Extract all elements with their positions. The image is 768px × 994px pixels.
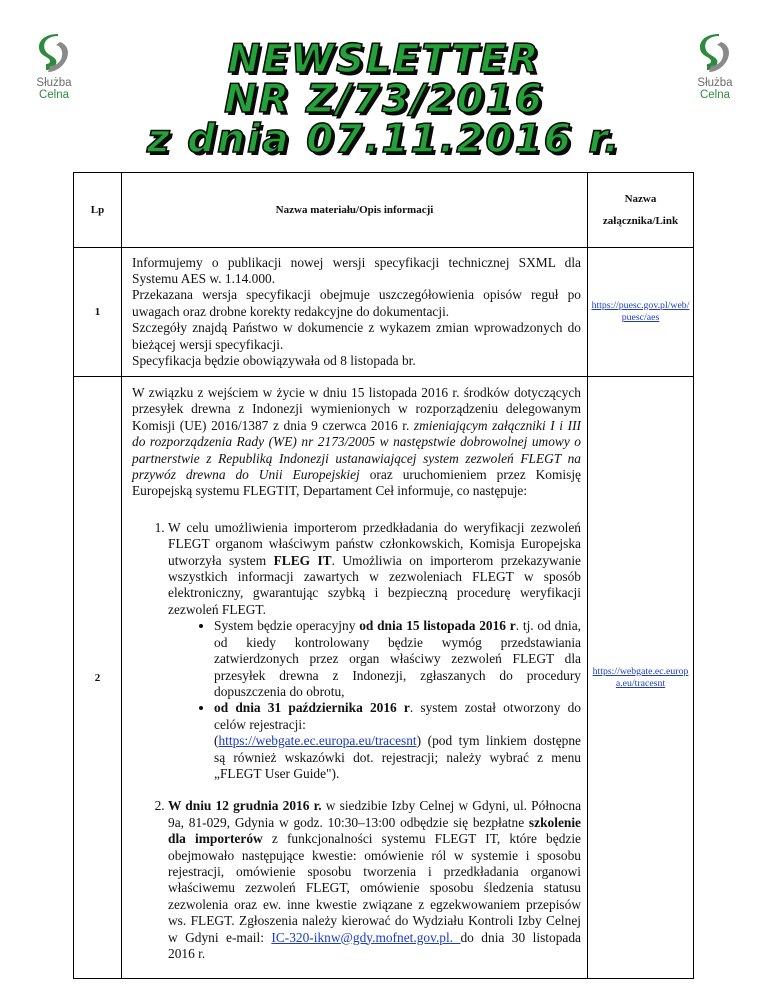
intro-text-end: oraz uruchomieniem przez Komisję Europejską systemu FLEGTIT, Departament Ceł informuje, co następuje: (132, 467, 581, 499)
bullet-item (214, 618, 581, 700)
aes-link[interactable]: https://puesc.gov.pl/web/puesc/aes (591, 300, 690, 323)
logo-text-line2: Celna (38, 89, 70, 101)
list-item (168, 520, 581, 783)
intro-italic: zmieniającym załączniki I i III do rozporządzenia Rady (WE) nr 2173/2005 w następstwie dobrowolnej umowy o partnerstwie z Republiką Indonezji ustanawiającej system zezwoleń FLEGT na przywóz drewna do Unii Europejskiej (132, 417, 581, 483)
newsletter-headline (100, 37, 668, 162)
row-number: 1 (74, 248, 122, 377)
logo-text-line1: Służba (697, 77, 733, 89)
bullet1-text: System będzie operacyjny (214, 618, 360, 634)
item1-text-end: . Umożliwia on importerom przekazywanie wszystkich informacji zawartych w zezwoleniach FLEGT w sposób elektroniczny, gwarantując szybką i bezpieczną procedurę weryfikacji zezwoleń FLEGT. (168, 552, 582, 617)
row-number: 2 (74, 377, 122, 979)
bullet2-bold: od dnia 31 października 2016 r (214, 700, 410, 716)
item2-text-mid: z funkcjonalności systemu FLEGT IT, które będzie obejmowało następujące kwestie: omówienie ról w systemie i sposobu rejestracji, omówienie sposobu tworzenia i przedkładania organowi właściwemu zezwoleń FLEGT, omówienie sposobu śledzenia statusu zezwolenia oraz ew. inne kwestie związane z egzekwowaniem przepisów ws. FLEGT. Zgłoszenia należy kierować do Wydziału Kontroli Izby Celnej w Gdyni e-mail: (168, 831, 581, 945)
headline-number: NR Z/73/2016 (224, 77, 544, 122)
column-header-name: Nazwa materiału/Opis informacji (122, 173, 588, 248)
column-header-lp: Lp (74, 173, 122, 248)
bullet-item (214, 700, 581, 782)
item1-bold: FLEG IT (273, 552, 332, 568)
headline-title: NEWSLETTER (227, 37, 541, 82)
bullet2-paren: ( (214, 733, 219, 749)
item2-text: w siedzibie Izby Celnej w Gdyni, ul. Północna 9a, 81-029, Gdynia w godz. 10:30–13:00 odbędzie się bezpłatne (168, 798, 582, 830)
row-description (122, 248, 588, 377)
item2-text-end: do dnia 30 listopada 2016 r. (168, 929, 581, 961)
row1-text: Informujemy o publikacji nowej wersji specyfikacji technicznej SXML dla Systemu AES w. 1.14.000. Przekazana wersja specyfikacji obejmuje uszczegółowienia opisów reguł po uwagach oraz drobne korekty redakcyjne do dokumentacji. Szczegóły znajdą Państwo w dokumencie z wykazem zmian wprowadzonych do bieżącej wersji specyfikacji. Specyfikacja będzie obowiązywała od 8 listopada br. (132, 254, 581, 369)
table-header-row (74, 173, 694, 248)
row-description (122, 377, 588, 979)
bullet2-text: . system został otworzony do celów rejestracji: (214, 700, 581, 732)
newsletter-table (73, 172, 694, 979)
headline-date: z dnia 07.11.2016 r. (146, 117, 621, 162)
item2-bold-date: W dniu 12 grudnia 2016 r. (168, 798, 322, 814)
sluzba-celna-logo-icon (697, 34, 733, 74)
row2-intro (132, 385, 581, 500)
table-row (74, 248, 694, 377)
column-header-link-line2: załącznika/Link (602, 215, 679, 227)
column-header-link (588, 173, 694, 248)
row-link-cell (588, 248, 694, 377)
tracesnt-link[interactable]: https://webgate.ec.europa.eu/tracesnt (218, 733, 417, 749)
logo-left (22, 34, 86, 101)
numbered-list (132, 520, 581, 963)
item1-text: W celu umożliwienia importerom przedkładania do weryfikacji zezwoleń FLEGT organom właściwym państw członkowskich, Komisja Europejska utworzyła system (168, 519, 581, 568)
row-link-cell (588, 377, 694, 979)
bullet-list (168, 618, 581, 782)
bullet1-text-end: . tj. od dnia, od kiedy kontrolowany będzie wymóg przedstawiania zatwierdzonych przez organ właściwy zezwoleń FLEGT dla przesyłek drewna z Indonezji, zgłaszanych do procedury dopuszczenia do obrotu, (214, 618, 581, 699)
sluzba-celna-logo-icon (36, 34, 72, 74)
item2-bold-training: szkolenie dla importerów (168, 814, 581, 847)
table-row (74, 377, 694, 979)
logo-text-line2: Celna (699, 89, 731, 101)
logo-text-line1: Służba (36, 77, 72, 89)
bullet1-bold: od dnia 15 listopada 2016 r (359, 618, 516, 634)
bullet2-text-end: ) (pod tym linkiem dostępne są również wskazówki dot. rejestracji; należy wybrać z menu „FLEGT User Guide"). (214, 733, 581, 781)
tracesnt-link-cell[interactable]: https://webgate.ec.europa.eu/tracesnt (592, 665, 689, 689)
column-header-link-line1: Nazwa (624, 193, 657, 205)
email-link[interactable]: IC-320-iknw@gdy.mofnet.gov.pl. (271, 929, 461, 945)
intro-text: W związku z wejściem w życie w dniu 15 listopada 2016 r. środków dotyczących przesyłek drewna z Indonezji wymienionych w rozporządzeniu delegowanym Komisji (UE) 2016/1387 z dnia 9 czerwca 2016 r. (132, 385, 581, 433)
list-item (168, 798, 581, 962)
logo-right (683, 34, 747, 101)
